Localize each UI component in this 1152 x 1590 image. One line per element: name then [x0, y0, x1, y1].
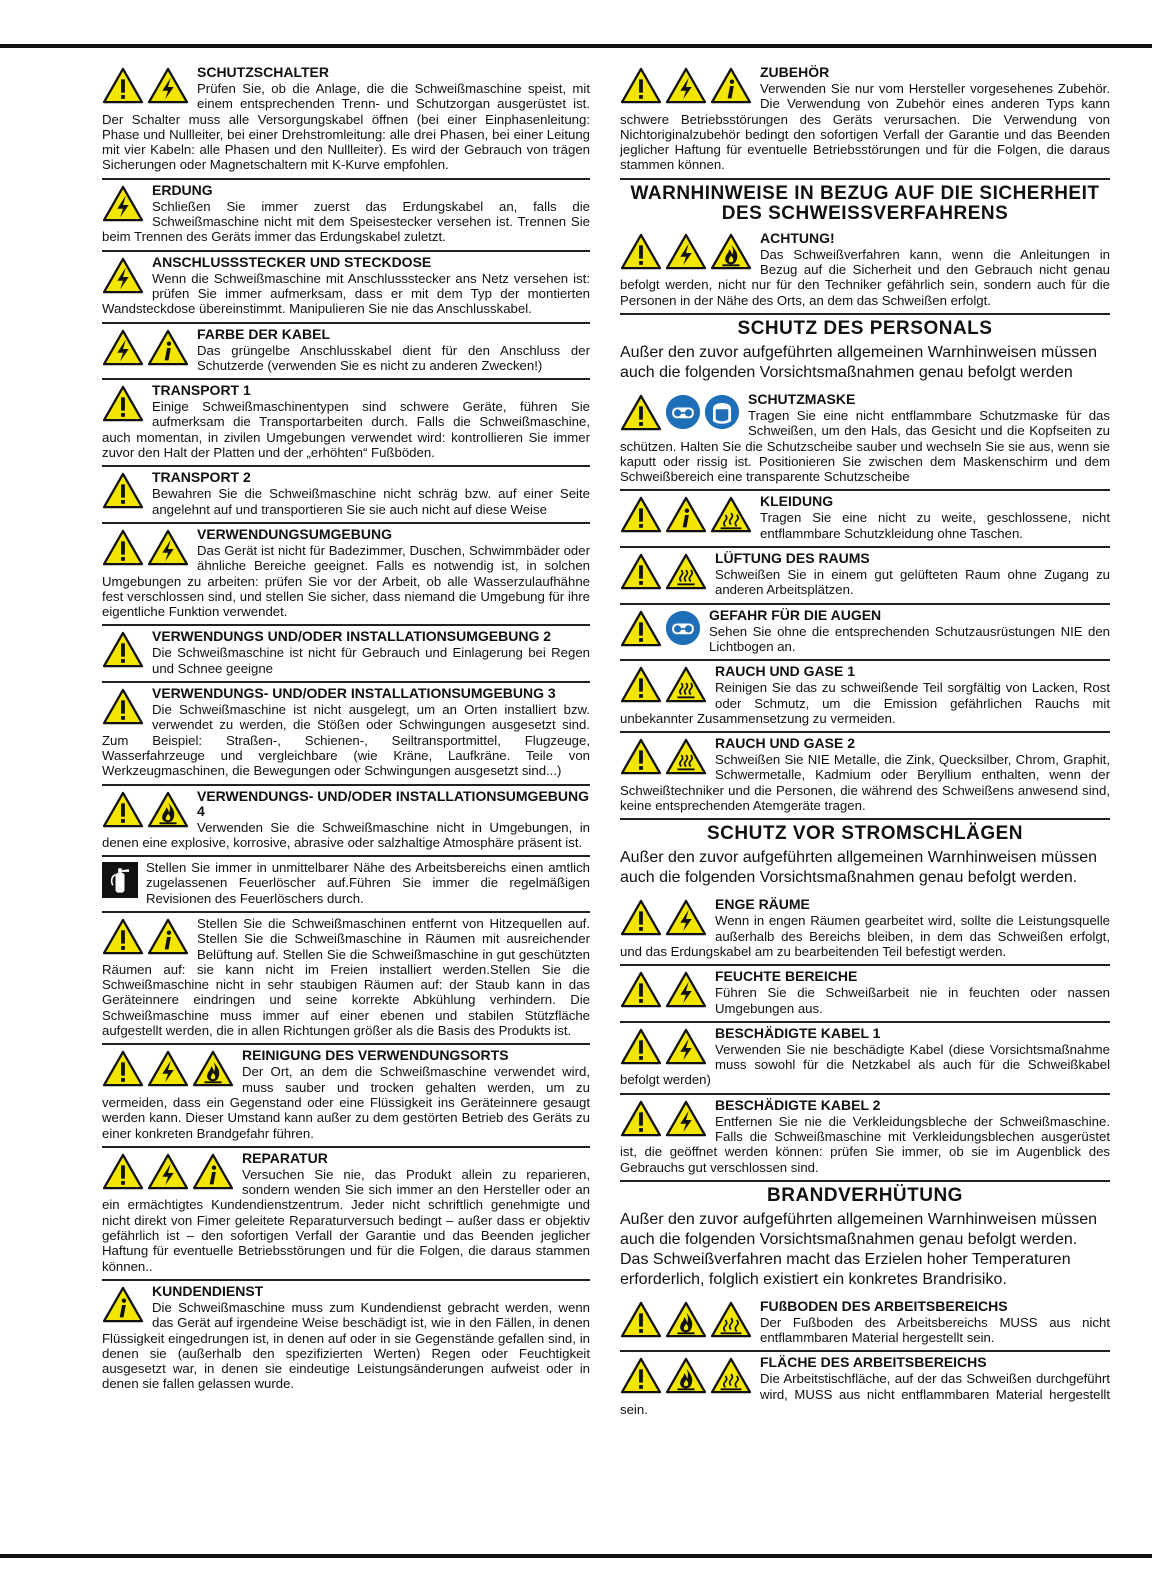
electric-icon — [665, 899, 707, 937]
warning-section — [102, 252, 590, 324]
warning-icon — [620, 738, 662, 776]
warning-section — [102, 626, 590, 683]
intro-text: Außer den zuvor aufgeführten allgemeinen Warnhinweisen müssen auch die folgenden Vorsichtsmaßnahmen genau befolgt werden — [620, 343, 1098, 381]
electric-icon — [147, 529, 189, 567]
section-text: Der Fußboden des Arbeitsbereichs MUSS aus nicht entflammbaren Material hergestellt sein. — [760, 1314, 1110, 1346]
icon-group — [620, 496, 752, 534]
warning-icon — [620, 233, 662, 271]
warning-section — [620, 966, 1110, 1023]
section-title: FUßBODEN DES ARBEITSBEREICHS — [760, 1297, 1008, 1314]
section-heading: SCHUTZ DES PERSONALS — [737, 317, 993, 339]
icon-group — [620, 1357, 752, 1395]
section-text: Bewahren Sie die Schweißmaschine nicht schräg bzw. auf einer Seite angelehnt auf und transportieren Sie sie auch nicht auf diese Weise — [152, 486, 590, 517]
electric-icon — [102, 185, 144, 223]
warning-section — [102, 524, 590, 626]
warning-section — [620, 1023, 1110, 1095]
warning-section — [620, 1352, 1110, 1422]
section-title: RAUCH UND GASE 2 — [715, 735, 856, 752]
section-title: VERWENDUNGS- UND/ODER INSTALLATIONSUMGEBUNG 4 — [197, 787, 589, 819]
electric-icon — [147, 67, 189, 105]
section-title: ERDUNG — [152, 181, 213, 198]
icon-group — [102, 1153, 234, 1191]
warning-icon — [102, 1153, 144, 1191]
warning-icon — [620, 553, 662, 591]
warning-icon — [102, 918, 144, 956]
warning-section — [620, 491, 1110, 548]
icon-group — [102, 67, 189, 105]
warning-section — [102, 380, 590, 467]
section-text: Entfernen Sie nie die Verkleidungsbleche der Schweißmaschine. Falls die Schweißmaschine mit Verkleidungsblechen ausgerüstet ist, die geöffnet werden können: prüfen Sie immer, ob sie im Augenblick des Gebrauchs gut verschlossen sind. — [620, 1113, 1110, 1175]
intro-text: Außer den zuvor aufgeführten allgemeinen Warnhinweisen müssen auch die folgenden Vorsichtsmaßnahmen genau befolgt werden. Das Schweißverfahren macht das Erzielen hoher Temperaturen erforderlich, folglich existiert ein konkretes Brandrisiko. — [620, 1210, 1098, 1288]
section-text: Sehen Sie ohne die entsprechenden Schutzausrüstungen NIE den Lichtbogen an. — [709, 623, 1110, 654]
fumes-icon — [665, 553, 707, 591]
section-title: FLÄCHE DES ARBEITSBEREICHS — [760, 1354, 987, 1371]
section-heading: WARNHINWEISE IN BEZUG AUF DIE SICHERHEIT DES SCHWEISSVERFAHRENS — [630, 182, 1100, 224]
section-title: ANSCHLUSSSTECKER UND STECKDOSE — [152, 253, 432, 270]
warning-section — [620, 733, 1110, 820]
electric-icon — [665, 1028, 707, 1066]
fumes-icon — [665, 738, 707, 776]
info-icon — [710, 67, 752, 105]
warning-icon — [620, 666, 662, 704]
info-icon — [665, 496, 707, 534]
icon-group — [102, 1286, 144, 1324]
warning-section — [102, 467, 590, 524]
icon-group — [620, 610, 701, 648]
electric-icon — [665, 233, 707, 271]
section-text: Das Gerät ist nicht für Badezimmer, Duschen, Schwimmbäder oder ähnliche Bereiche geeignet. Falls es notwendig ist, in solchen Umgebungen zu arbeiten: prüfen Sie vor der Arbeit, ob alle Wasserzulaufhähne fest verschlossen sind, und stellen Sie sicher, dass niemand die Umgebung für ihre eigentliche Funktion verwendet. — [102, 542, 590, 620]
section-title: TRANSPORT 1 — [152, 382, 251, 399]
electric-icon — [665, 1100, 707, 1138]
goggles-icon — [665, 610, 701, 648]
icon-group — [102, 185, 144, 223]
warning-section — [620, 661, 1110, 733]
section-title: LÜFTUNG DES RAUMS — [715, 550, 870, 567]
warning-section — [102, 1148, 590, 1281]
fire-icon — [147, 791, 189, 829]
section-title: SCHUTZMASKE — [748, 390, 856, 407]
top-rule — [0, 44, 1152, 48]
icon-group — [102, 257, 144, 295]
section-title: VERWENDUNGSUMGEBUNG — [197, 525, 392, 542]
section-text: Schweißen Sie NIE Metalle, die Zink, Quecksilber, Chrom, Graphit, Schwermetalle, Kadmium oder Beryllium enthalten, wenn der Schweißtechniker und die Personen, die während des Schweißens anwesend sind, keine entsprechenden Atemgeräte tragen. — [620, 752, 1110, 814]
section-title: REINIGUNG DES VERWENDUNGSORTS — [242, 1047, 509, 1064]
icon-group — [102, 385, 144, 423]
section-title: KLEIDUNG — [760, 493, 834, 510]
electric-icon — [102, 329, 144, 367]
icon-group — [102, 862, 138, 898]
warning-icon — [620, 1357, 662, 1395]
hot-surface-icon — [710, 1301, 752, 1339]
warning-icon — [102, 529, 144, 567]
warning-section — [620, 605, 1110, 662]
icon-group — [102, 529, 189, 567]
section-text: Die Schweißmaschine ist nicht ausgelegt, um an Orten installiert bzw. verwendet zu werden, die Stößen oder Schwingungen ausgesetzt sind. Zum Beispiel: Straßen-, Schienen-, Seiltransportmittel, Flugzeuge, Wasserfahrzeuge und vergleichbare (wie Kräne, Laufkräne. Teile von Werkzeugmaschinen, die Bewegungen oder Schwingungen ausgesetzt sind...) — [102, 702, 590, 779]
section-text: Die Arbeitstischfläche, auf der das Schweißen durchgeführt wird, MUSS aus nicht entflammbaren Material hergestellt sein. — [620, 1371, 1110, 1418]
electric-icon — [147, 1153, 189, 1191]
icon-group — [620, 899, 707, 937]
icon-group — [620, 1301, 752, 1339]
section-title: BESCHÄDIGTE KABEL 1 — [715, 1024, 881, 1041]
hot-surface-icon — [710, 496, 752, 534]
warning-icon — [620, 1100, 662, 1138]
warning-icon — [620, 1301, 662, 1339]
section-title: VERWENDUNGS UND/ODER INSTALLATIONSUMGEBUNG 2 — [152, 628, 552, 645]
section-title: BESCHÄDIGTE KABEL 2 — [715, 1096, 881, 1113]
bottom-rule — [0, 1554, 1152, 1558]
extinguisher-icon — [102, 862, 138, 898]
fire-icon — [665, 1357, 707, 1395]
warning-section — [102, 324, 590, 381]
warning-section — [620, 228, 1110, 315]
section-heading: SCHUTZ VOR STROMSCHLÄGEN — [707, 823, 1023, 845]
icon-group — [102, 631, 144, 669]
icon-group — [620, 394, 740, 432]
icon-group — [102, 918, 189, 956]
warning-icon — [620, 496, 662, 534]
warning-icon — [102, 472, 144, 510]
section-text: Schweißen Sie in einem gut gelüfteten Raum ohne Zugang zu anderen Arbeitsplätzen. — [715, 567, 1110, 598]
warning-icon — [102, 631, 144, 669]
section-text: Wenn in engen Räumen gearbeitet wird, sollte die Leistungsquelle außerhalb des Bereichs bleiben, in dem das Schweißen erfolgt, und das Erdungskabel am zu bearbeitenden Teil befestigt werden. — [620, 913, 1110, 959]
icon-group — [620, 233, 752, 271]
section-text: Stellen Sie immer in unmittelbarer Nähe des Arbeitsbereichs einen amtlich zugelassenen Feuerlöscher auf.Führen Sie immer die regelmäßigen Revisionen des Feuerlöschers durch. — [146, 860, 590, 906]
warning-icon — [102, 1050, 144, 1088]
section-text: Führen Sie die Schweißarbeit nie in feuchten oder nassen Umgebungen aus. — [715, 985, 1110, 1016]
warning-icon — [102, 67, 144, 105]
info-icon — [102, 1286, 144, 1324]
icon-group — [620, 1028, 707, 1066]
section-title: RAUCH UND GASE 1 — [715, 663, 856, 680]
warning-icon — [620, 971, 662, 1009]
warning-icon — [102, 385, 144, 423]
section-text: Schließen Sie immer zuerst das Erdungskabel an, falls die Schweißmaschine nicht mit dem Speisestecker versehen ist. Trennen Sie beim Trennen des Geräts immer das Erdungskabel zuletzt. — [102, 198, 590, 245]
section-title: REPARATUR — [242, 1149, 328, 1166]
section-text: Der Ort, an dem die Schweißmaschine verwendet wird, muss sauber und trocken gehalten werden, um zu vermeiden, dass ein Gegenstand oder eine Flüssigkeit ins Geräteinnere gesaugt werden kann. Dieser Umstand kann außer zu dem gestörten Betrieb des Geräts zu einer konkreten Brandgefahr führen. — [102, 1064, 590, 1141]
intro-text: Außer den zuvor aufgeführten allgemeinen Warnhinweisen müssen auch die folgenden Vorsichtsmaßnahmen genau befolgt werden. — [620, 849, 1098, 887]
warning-icon — [620, 899, 662, 937]
hot-surface-icon — [710, 1357, 752, 1395]
warning-section — [620, 1095, 1110, 1182]
warning-section — [102, 913, 590, 1045]
section-text: Verwenden Sie nur vom Hersteller vorgesehenes Zubehör. Die Verwendung von Zubehör eines anderen Typs kann schwere Betriebsstörungen des Geräts verursachen. Die Verwendung von Nichtoriginalzubehör bedingt den sofortigen Verfall der Garantie und das Beenden jeglicher Haftung für eventuelle Betriebsstörungen und für die Folgen, die daraus stammen können. — [620, 81, 1110, 173]
section-text: Tragen Sie eine nicht zu weite, geschlossene, nicht entflammbare Schutzkleidung ohne Taschen. — [760, 510, 1110, 541]
left-column — [102, 62, 590, 1397]
section-text: Stellen Sie die Schweißmaschinen entfernt von Hitzequellen auf. Stellen Sie die Schweißmaschine in Räumen mit ausreichender Belüftung auf. Stellen Sie die Schweißmaschine in gut geschützten Räumen auf: sie kann nicht im Freien installiert werden.Stellen Sie die Schweißmaschine nicht in sehr staubigen Räumen auf: der Staub kann in das Geräteinnere eindringen und seine korrekte Abkühlung verhindern. Die Schweißmaschine muss immer auf einer ebenen und stabilen Stützfläche aufgestellt werden, die in allen Richtungen größer als die Basis des Produkts ist. — [102, 915, 590, 1039]
section-text: Das grüngelbe Anschlusskabel dient für den Anschluss der Schutzerde (verwenden Sie es nicht zu anderen Zwecken!) — [197, 342, 590, 373]
warning-section — [102, 62, 590, 180]
section-text: Die Schweißmaschine muss zum Kundendienst gebracht werden, wenn das Gerät auf irgendeine Weise beschädigt ist, wie in den Fällen, in denen Flüssigkeit eingedrungen ist, in denen auf oder in sie Gegenstände gefallen sind, in denen sie (außerhalb den spezifizierten Werten) Regen oder Feuchtigkeit ausgesetzt war, in denen sie eindeutige Leistungsänderungen aufweist oder in denen sie fallen gelassen wurde. — [102, 1299, 590, 1392]
warning-icon — [620, 610, 662, 648]
fire-icon — [665, 1301, 707, 1339]
icon-group — [102, 472, 144, 510]
warning-section — [102, 1045, 590, 1147]
icon-group — [102, 329, 189, 367]
right-column — [620, 62, 1110, 1422]
section-title: ACHTUNG! — [760, 229, 835, 246]
section-title: KUNDENDIENST — [152, 1282, 264, 1299]
warning-section — [102, 857, 590, 913]
section-title: ZUBEHÖR — [760, 64, 830, 80]
warning-section — [620, 1296, 1110, 1353]
warning-section — [620, 62, 1110, 180]
fire-icon — [710, 233, 752, 271]
section-title: GEFAHR FÜR DIE AUGEN — [709, 606, 882, 623]
icon-group — [102, 1050, 234, 1088]
fire-icon — [192, 1050, 234, 1088]
section-text: Tragen Sie eine nicht entflammbare Schutzmaske für das Schweißen, um den Hals, das Gesicht und die Kopfseiten zu schützen. Halten Sie die Schutzscheibe sauber und wechseln Sie sie aus, wenn sie kaputt oder rissig ist. Positionieren Sie zwischen dem Maskenschirm und dem Schweißbereich eine transparente Schutzscheibe — [620, 407, 1110, 485]
section-title: FEUCHTE BEREICHE — [715, 968, 858, 985]
section-title: VERWENDUNGS- UND/ODER INSTALLATIONSUMGEBUNG 3 — [152, 685, 556, 702]
warning-icon — [620, 67, 662, 105]
section-heading: BRANDVERHÜTUNG — [767, 1184, 963, 1206]
icon-group — [620, 1100, 707, 1138]
section-title: ENGE RÄUME — [715, 896, 810, 913]
fumes-icon — [665, 666, 707, 704]
warning-icon — [620, 394, 662, 432]
goggles-icon — [665, 394, 701, 432]
icon-group — [620, 666, 707, 704]
section-text: Verwenden Sie nie beschädigte Kabel (diese Vorsichtsmaßnahme muss sowohl für die Netzkabel als auch für die Schweißkabel befolgt werden) — [620, 1041, 1110, 1088]
electric-icon — [665, 971, 707, 1009]
section-title: FARBE DER KABEL — [197, 325, 331, 342]
info-icon — [192, 1153, 234, 1191]
electric-icon — [102, 257, 144, 295]
warning-section — [620, 894, 1110, 966]
warning-section — [620, 548, 1110, 605]
icon-group — [620, 67, 752, 105]
section-text: Prüfen Sie, ob die Anlage, die die Schweißmaschine speist, mit einem entsprechenden Trenn- und Schutzorgan ausgerüstet ist. Der Schalter muss alle Versorgungskabel öffnen (bei einer Einphasenleitung: Phase und Nullleiter, bei einer Drehstromleitung: alle drei Phasen, bei einer Leitung mit vier Kabeln: alle Phasen und den Nullleiter). Es wird der Gebrauch von trägen Sicherungen oder Magnetschaltern mit K-Kurve empfohlen. — [102, 81, 590, 173]
section-text: Einige Schweißmaschinentypen sind schwere Geräte, führen Sie aufmerksam die Transportarbeiten durch. Falls die Schweißmaschine, auch momentan, in zivilen Umgebungen verwendet wird: kontrollieren Sie immer zuvor den Halt der Platten und der „erhöhten“ Fußböden. — [102, 399, 590, 461]
electric-icon — [665, 67, 707, 105]
icon-group — [102, 688, 144, 726]
electric-icon — [147, 1050, 189, 1088]
icon-group — [620, 738, 707, 776]
info-icon — [147, 918, 189, 956]
section-text: Das Schweißverfahren kann, wenn die Anleitungen in Bezug auf die Sicherheit und den Gebrauch nicht genau befolgt werden, nicht nur für den Techniker gefährlich sein, sondern auch für die Personen in der Nähe des Orts, an dem das Schweißen erfolgt. — [620, 246, 1110, 308]
section-text: Reinigen Sie das zu schweißende Teil sorgfältig von Lacken, Rost oder Schmutz, um die Emission gefährlichen Rauchs mit unbekannter Zusammensetzung zu vermeiden. — [620, 680, 1110, 726]
info-icon — [147, 329, 189, 367]
section-title: SCHUTZSCHALTER — [197, 64, 329, 80]
section-text: Wenn die Schweißmaschine mit Anschlussstecker ans Netz versehen ist: prüfen Sie immer aufmerksam, dass er mit dem Typ der montierten Wandsteckdose übereinstimmt. Manipulieren Sie nie das Anschlusskabel. — [102, 270, 590, 317]
warning-section — [102, 683, 590, 785]
icon-group — [620, 971, 707, 1009]
warning-section — [102, 180, 590, 252]
section-text: Versuchen Sie nie, das Produkt allein zu reparieren, sondern wenden Sie sich immer an den Hersteller oder an ein ermächtigtes Kundendienstzentrum. Jeder nicht schriftlich genehmigte und nicht direkt von Fimer geleitete Reparaturversuch bedingt – außer dass er objektiv gefährlich ist – den sofortigen Verfall der Garantie und das Beenden jeglicher Haftung für eventuelle Betriebsstörungen und für die Folgen, die daraus stammen können.. — [102, 1166, 590, 1274]
face-shield-icon — [704, 394, 740, 432]
icon-group — [102, 791, 189, 829]
warning-section — [102, 786, 590, 858]
icon-group — [620, 553, 707, 591]
warning-icon — [102, 688, 144, 726]
warning-section — [102, 1281, 590, 1397]
warning-section — [620, 389, 1110, 491]
section-title: TRANSPORT 2 — [152, 469, 251, 486]
warning-icon — [102, 791, 144, 829]
section-text: Die Schweißmaschine ist nicht für Gebrauch und Einlagerung bei Regen und Schnee geeigne — [152, 645, 590, 676]
section-text: Verwenden Sie die Schweißmaschine nicht in Umgebungen, in denen eine explosive, korrosive, abrasive oder salzhaltige Atmosphäre präsent ist. — [102, 819, 590, 850]
warning-icon — [620, 1028, 662, 1066]
